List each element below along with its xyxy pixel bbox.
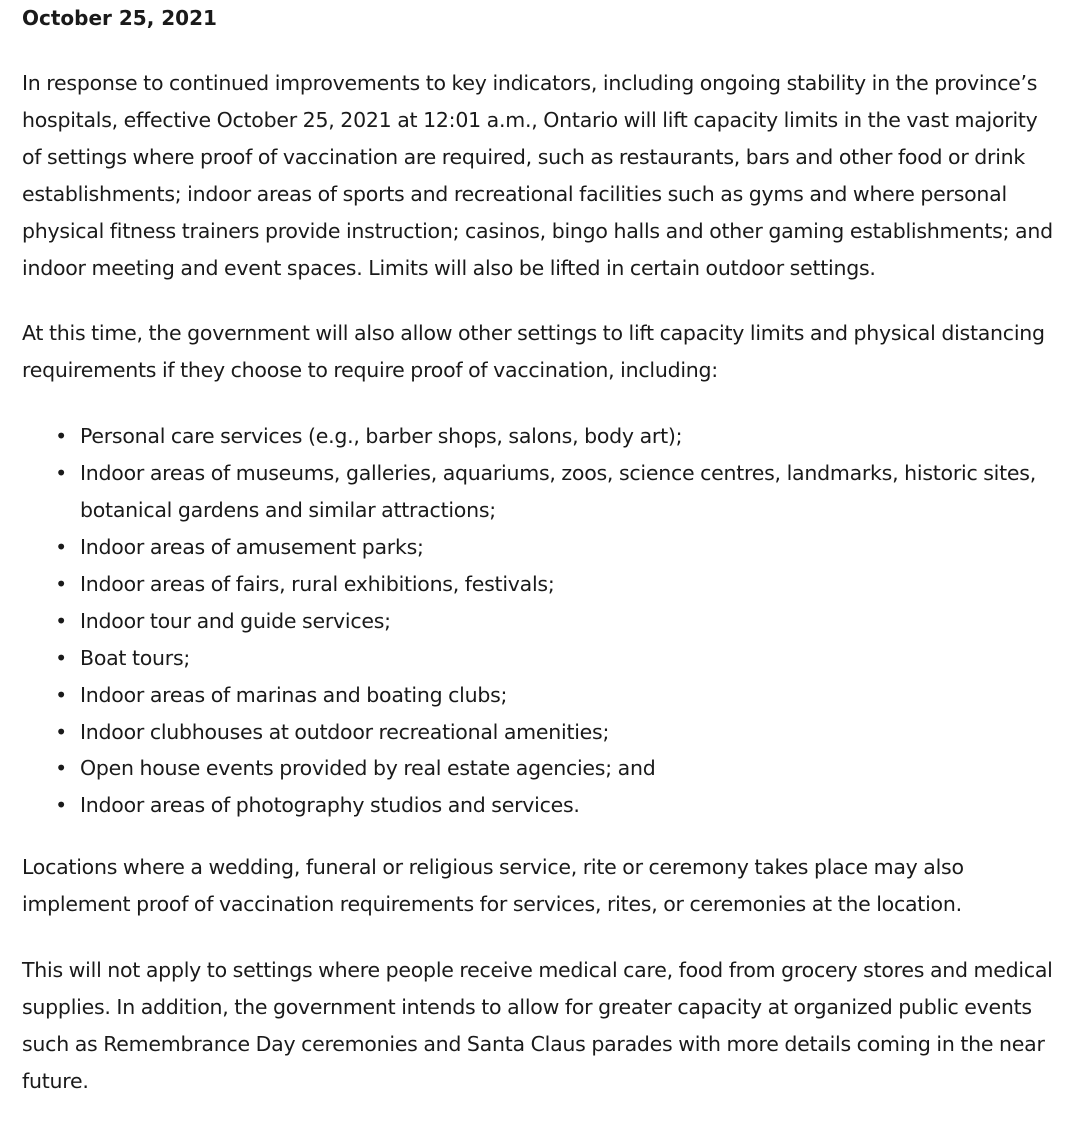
list-item (55, 529, 1058, 566)
list-item-text: Indoor areas of museums, galleries, aquariums, zoos, science centres, landmarks, historic sites, botanical gardens and similar attractions; (80, 461, 1036, 523)
list-item (55, 714, 1058, 751)
bullet-icon: • (55, 424, 67, 449)
bullet-icon: • (55, 608, 67, 633)
paragraph-exemptions-and-events: This will not apply to settings where people receive medical care, food from grocery stores and medical supplies. In addition, the government intends to allow for greater capacity at organized public events such as Remembrance Day ceremonies and Santa Claus parades with more details coming in the near future. (22, 958, 1053, 1093)
bullet-icon: • (55, 719, 67, 744)
list-item-text: Indoor areas of marinas and boating clubs; (80, 682, 508, 707)
paragraph-capacity-limits-lifted: In response to continued improvements to key indicators, including ongoing stability in the province’s hospitals, effective October 25, 2021 at 12:01 a.m., Ontario will lift capacity limits in the vast majority of settings where proof of vaccination are required, such as restaurants, bars and other food or drink establishments; indoor areas of sports and recreational facilities such as gyms and where personal physical fitness trainers provide instruction; casinos, bingo halls and other gaming establishments; and indoor meeting and event spaces. Limits will also be lifted in certain outdoor settings. (22, 71, 1053, 280)
list-item (55, 603, 1058, 640)
list-item-text: Indoor tour and guide services; (80, 608, 391, 633)
list-item-text: Indoor areas of amusement parks; (80, 534, 424, 559)
list-item (55, 787, 1058, 824)
settings-list (22, 418, 1058, 824)
list-item-text: Indoor areas of photography studios and services. (80, 793, 580, 818)
list-item (55, 640, 1058, 677)
list-item-text: Open house events provided by real estate agencies; and (80, 756, 656, 781)
list-item-text: Boat tours; (80, 645, 191, 670)
list-item-text: Indoor clubhouses at outdoor recreational amenities; (80, 719, 610, 744)
paragraph-ceremony-locations: Locations where a wedding, funeral or religious service, rite or ceremony takes place may also implement proof of vaccination requirements for services, rites, or ceremonies at the location. (22, 855, 964, 917)
list-item (55, 677, 1058, 714)
list-item (55, 566, 1058, 603)
bullet-icon: • (55, 645, 67, 670)
bullet-icon: • (55, 571, 67, 596)
bullet-icon: • (55, 461, 67, 486)
bullet-icon: • (55, 682, 67, 707)
list-item (55, 455, 1058, 529)
bullet-icon: • (55, 534, 67, 559)
article-date: October 25, 2021 (22, 6, 217, 30)
paragraph-other-settings-intro: At this time, the government will also allow other settings to lift capacity limits and physical distancing requirements if they choose to require proof of vaccination, including: (22, 321, 1045, 383)
list-item-text: Indoor areas of fairs, rural exhibitions, festivals; (80, 571, 555, 596)
bullet-icon: • (55, 756, 67, 781)
list-item (55, 750, 1058, 787)
bullet-icon: • (55, 793, 67, 818)
list-item (55, 418, 1058, 455)
list-item-text: Personal care services (e.g., barber shops, salons, body art); (80, 424, 683, 449)
